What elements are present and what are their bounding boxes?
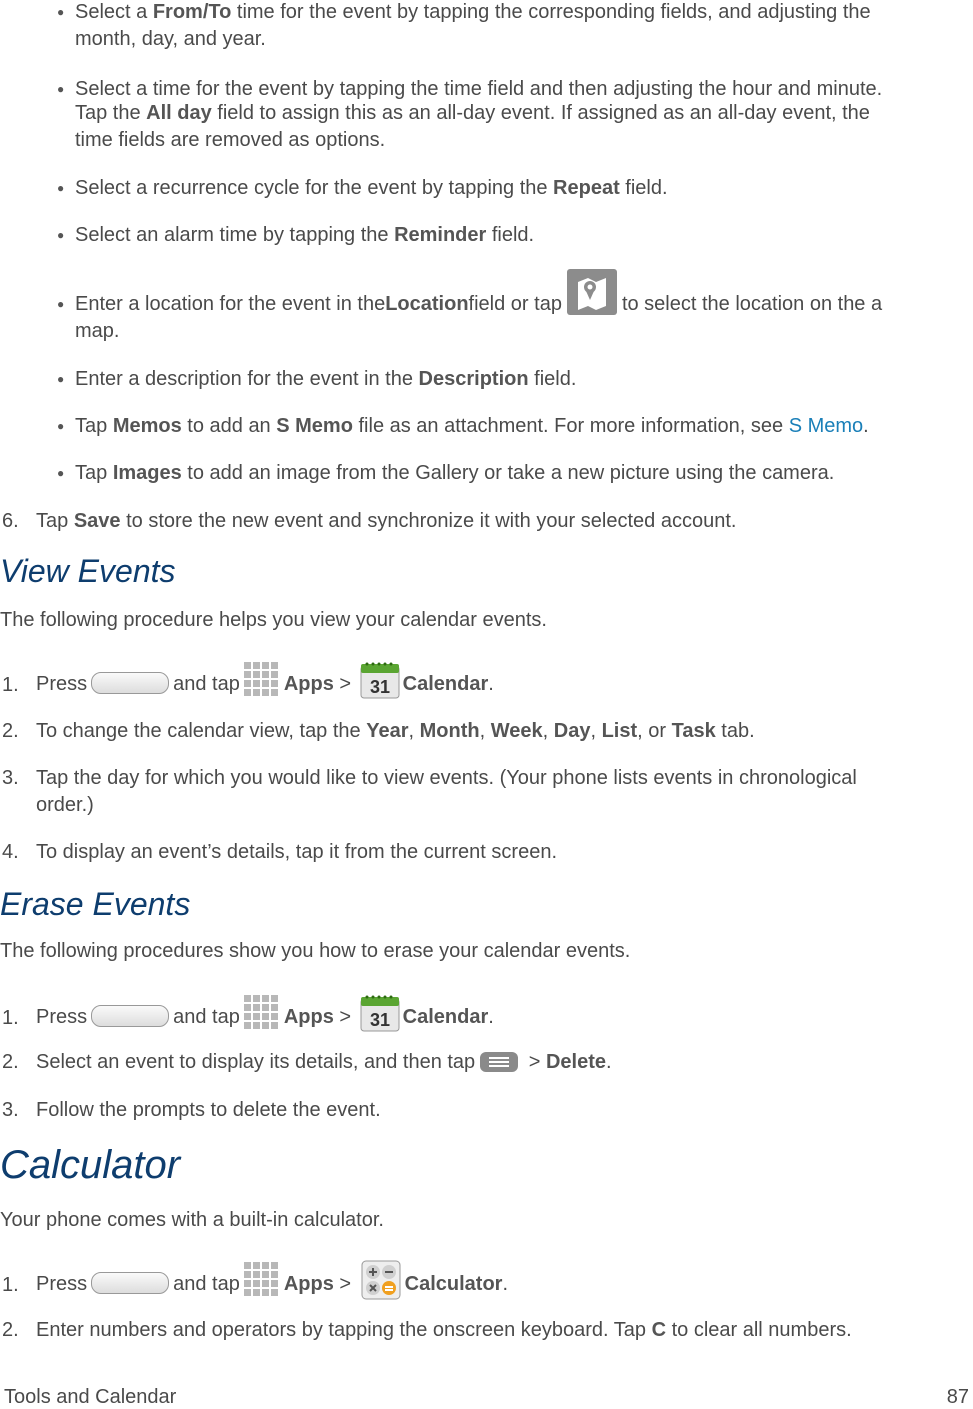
- view-events-intro: The following procedure helps you view your calendar events.: [0, 609, 547, 631]
- erase-events-heading: Erase Events: [0, 886, 191, 922]
- view-step-tabs: To change the calendar view, tap the Year, Month, Week, Day, List, or Task tab.: [36, 720, 755, 742]
- view-step-day: Tap the day for which you would like to view events. (Your phone lists events in chronological: [36, 767, 857, 789]
- bullet-text-cont: time fields are removed as options.: [75, 129, 386, 151]
- erase-step-press: Press and tap Apps > 31 Calendar .: [36, 985, 494, 1033]
- step-number: 1.: [2, 1007, 19, 1029]
- calendar-app-icon: [359, 660, 401, 700]
- step-number: 6.: [2, 510, 19, 532]
- bullet-text-cont: month, day, and year.: [75, 28, 266, 50]
- bullet-dot: ●: [57, 181, 65, 195]
- calculator-app-icon: [361, 1260, 401, 1300]
- step-text-save: Tap Save to store the new event and synchronize it with your selected account.: [36, 510, 737, 532]
- calc-step-press: Press and tap Apps > Calculator .: [36, 1252, 508, 1300]
- page-number: 87: [946, 1386, 969, 1408]
- bullet-text-reminder: Select an alarm time by tapping the Reminder field.: [75, 224, 535, 246]
- view-step-day-cont: order.): [36, 794, 94, 816]
- step-number: 2.: [2, 1319, 19, 1341]
- calendar-app-icon: [359, 993, 401, 1033]
- bullet-dot: ●: [57, 372, 65, 386]
- view-step-details: To display an event’s details, tap it from the current screen.: [36, 841, 558, 863]
- bullet-dot: ●: [57, 82, 65, 96]
- step-number: 2.: [2, 1051, 19, 1073]
- bullet-text-time: Select a time for the event by tapping the time field and then adjusting the hour and minute.: [75, 78, 883, 100]
- home-key-icon: [91, 672, 169, 694]
- view-events-heading: View Events: [0, 553, 176, 589]
- bullet-text-cont: map.: [75, 320, 120, 342]
- bullet-text-cont: Tap the All day field to assign this as an all-day event. If assigned as an all-day event, the: [75, 102, 870, 124]
- bullet-text-memos: Tap Memos to add an S Memo file as an attachment. For more information, see S Memo.: [75, 415, 869, 437]
- bullet-dot: ●: [57, 419, 65, 433]
- bullet-dot: ●: [57, 5, 65, 19]
- bullet-text-images: Tap Images to add an image from the Gallery or take a new picture using the camera.: [75, 462, 835, 484]
- apps-grid-icon: [242, 660, 282, 700]
- step-number: 3.: [2, 1099, 19, 1121]
- calendar-icon-number: 31: [369, 677, 390, 697]
- bullet-dot: ●: [57, 466, 65, 480]
- menu-key-icon: [479, 1050, 519, 1074]
- bullet-text-location: Enter a location for the event in the Location field or tap to select the location on the a: [75, 268, 882, 316]
- apps-grid-icon: [242, 1260, 282, 1300]
- home-key-icon: [91, 1272, 169, 1294]
- calc-step-enter: Enter numbers and operators by tapping the onscreen keyboard. Tap C to clear all numbers.: [36, 1319, 852, 1341]
- bullet-text-description: Enter a description for the event in the Description field.: [75, 368, 577, 390]
- calculator-heading: Calculator: [0, 1143, 181, 1187]
- erase-step-select: Select an event to display its details, and then tap > Delete .: [36, 1051, 612, 1073]
- erase-step-prompts: Follow the prompts to delete the event.: [36, 1099, 381, 1121]
- step-number: 4.: [2, 841, 19, 863]
- step-number: 1.: [2, 1274, 19, 1296]
- step-number: 2.: [2, 720, 19, 742]
- home-key-icon: [91, 1005, 169, 1027]
- bullet-text-repeat: Select a recurrence cycle for the event by tapping the Repeat field.: [75, 177, 668, 199]
- map-location-icon[interactable]: [566, 268, 618, 316]
- calculator-intro: Your phone comes with a built-in calculator.: [0, 1209, 384, 1231]
- apps-grid-icon: [242, 993, 282, 1033]
- bullet-dot: ●: [57, 228, 65, 242]
- calendar-icon-number: 31: [369, 1010, 390, 1030]
- footer-section-title: Tools and Calendar: [4, 1386, 177, 1408]
- step-number: 1.: [2, 674, 19, 696]
- step-number: 3.: [2, 767, 19, 789]
- view-step-press: Press and tap Apps > 31 Calendar .: [36, 652, 494, 700]
- bullet-dot: ●: [57, 297, 65, 311]
- erase-events-intro: The following procedures show you how to erase your calendar events.: [0, 940, 631, 962]
- s-memo-link[interactable]: S Memo: [788, 415, 864, 437]
- bullet-text-from-to: Select a From/To time for the event by tapping the corresponding fields, and adjusting the: [75, 1, 871, 23]
